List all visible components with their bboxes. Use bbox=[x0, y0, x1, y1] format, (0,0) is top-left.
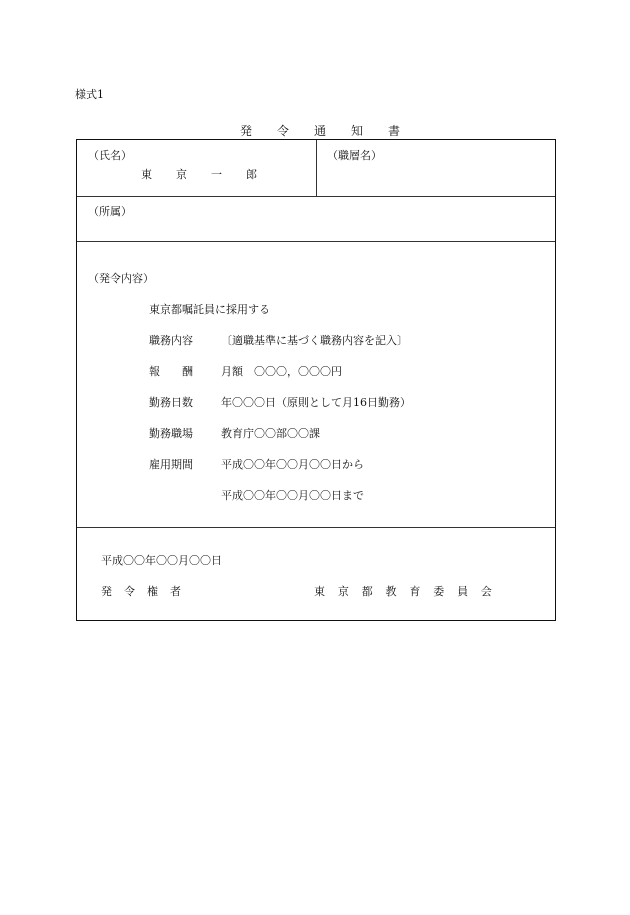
authority-label-char: 発 bbox=[101, 585, 112, 598]
divider-line bbox=[77, 241, 555, 242]
authority-name-char: 委 bbox=[433, 585, 445, 598]
detail-label-workplace: 勤務職場 bbox=[149, 427, 193, 440]
detail-value-period-end: 平成〇〇年〇〇月〇〇日まで bbox=[221, 489, 364, 502]
title-char: 通 bbox=[313, 124, 326, 138]
detail-value-duties: 〔適職基準に基づく職務内容を記入〕 bbox=[221, 334, 408, 347]
name-char: 京 bbox=[176, 168, 187, 181]
authority-name-char: 都 bbox=[361, 585, 373, 598]
detail-value-salary: 月額 〇〇〇，〇〇〇円 bbox=[221, 365, 342, 378]
authority-label-char: 者 bbox=[170, 585, 181, 598]
title-char: 書 bbox=[387, 124, 400, 138]
detail-value-workplace: 教育庁〇〇部〇〇課 bbox=[221, 427, 320, 440]
detail-label-salary: 報 酬 bbox=[149, 365, 193, 378]
authority-label-char: 権 bbox=[147, 585, 158, 598]
divider-line bbox=[77, 196, 555, 197]
authority-name bbox=[314, 583, 492, 599]
title-char: 令 bbox=[276, 124, 289, 138]
detail-value-period-start: 平成〇〇年〇〇月〇〇日から bbox=[221, 458, 364, 471]
person-name bbox=[141, 166, 257, 182]
authority-name-char: 教 bbox=[385, 585, 397, 598]
divider-line bbox=[77, 527, 555, 528]
notice-form-frame bbox=[76, 139, 556, 621]
issue-date: 平成〇〇年〇〇月〇〇日 bbox=[101, 554, 222, 567]
authority-name-char: 員 bbox=[457, 585, 469, 598]
name-label: （氏名） bbox=[88, 149, 132, 162]
position-label: （職層名） bbox=[327, 149, 382, 162]
name-char: 一 bbox=[211, 168, 222, 181]
authority-name-char: 育 bbox=[409, 585, 421, 598]
content-label: （発令内容） bbox=[88, 272, 154, 285]
name-char: 東 bbox=[141, 168, 152, 181]
appointment-headline: 東京都嘱託員に採用する bbox=[149, 303, 270, 316]
authority-name-char: 東 bbox=[314, 585, 325, 598]
title-char: 発 bbox=[240, 124, 253, 138]
detail-label-duties: 職務内容 bbox=[149, 334, 193, 347]
authority-name-char: 会 bbox=[480, 585, 492, 598]
detail-label-employment-period: 雇用期間 bbox=[149, 458, 193, 471]
authority-label-char: 令 bbox=[124, 585, 135, 598]
detail-value-workdays: 年〇〇〇日（原則として月16日勤務） bbox=[221, 396, 411, 409]
document-title bbox=[240, 122, 400, 139]
authority-label bbox=[101, 583, 181, 599]
detail-label-workdays: 勤務日数 bbox=[149, 396, 193, 409]
name-position-divider bbox=[316, 140, 317, 196]
name-char: 郎 bbox=[246, 168, 257, 181]
authority-name-char: 京 bbox=[337, 585, 349, 598]
form-number-label: 様式1 bbox=[75, 88, 104, 101]
title-char: 知 bbox=[350, 124, 363, 138]
affiliation-label: （所属） bbox=[88, 205, 132, 218]
